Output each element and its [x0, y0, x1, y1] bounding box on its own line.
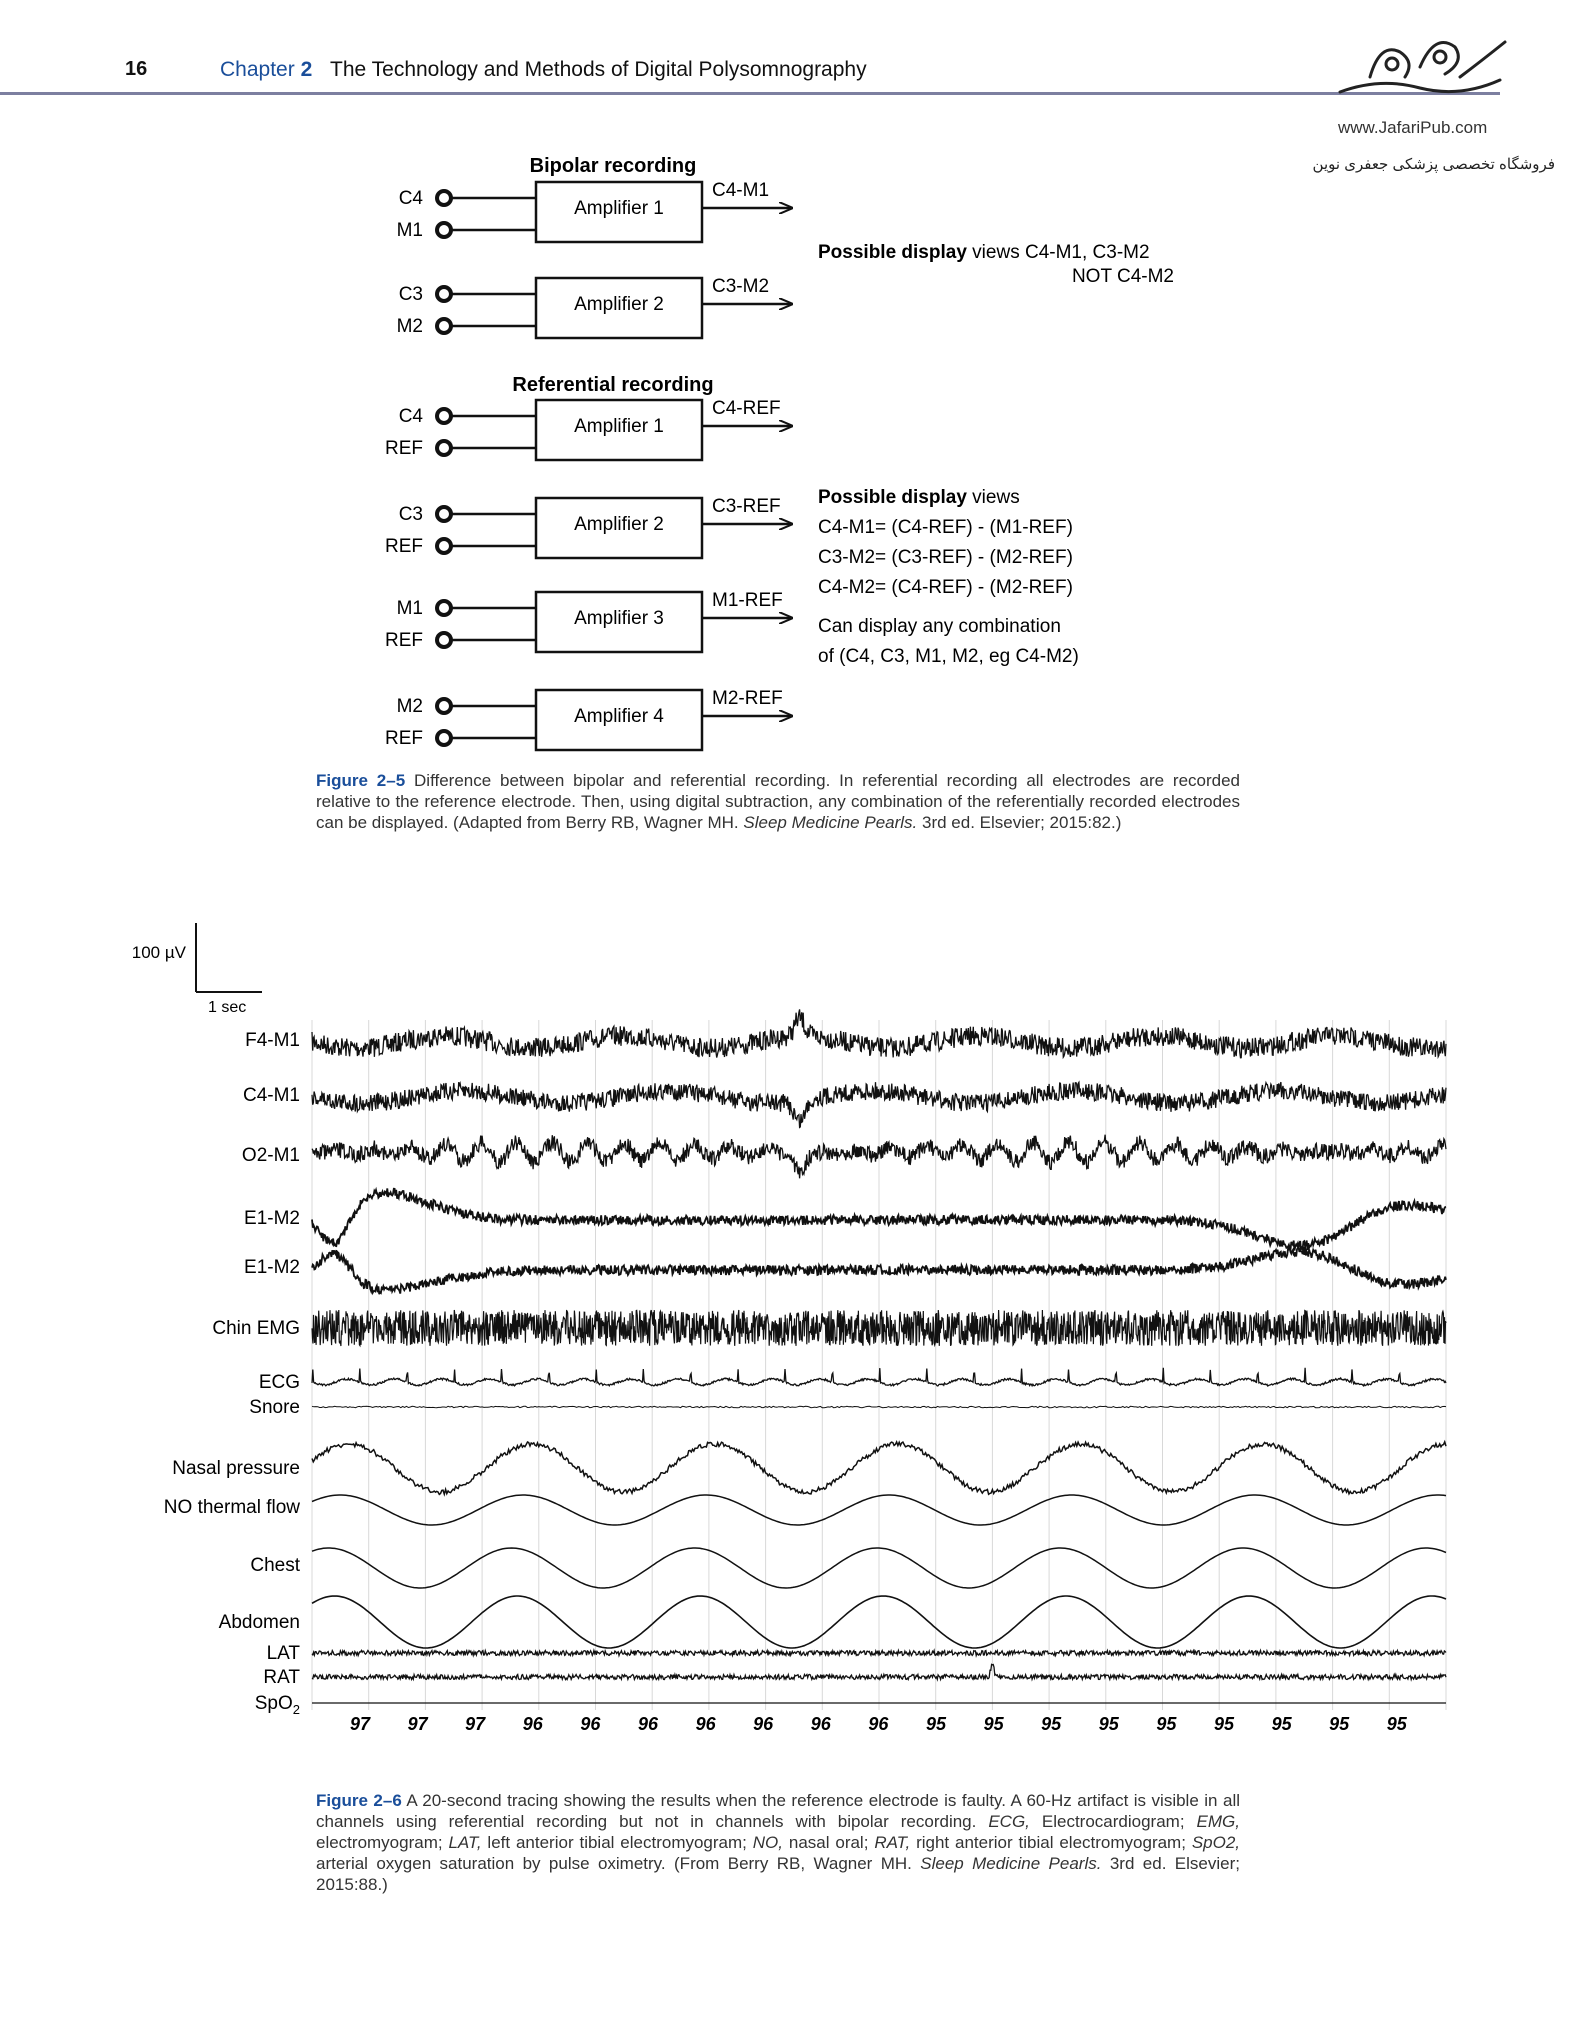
amplifier-label: Amplifier 2	[574, 514, 664, 535]
spo2-value: 96	[868, 1714, 889, 1734]
referential-note-line5: of (C4, C3, M1, M2, eg C4-M2)	[818, 646, 1079, 667]
channel-label: Chest	[250, 1555, 300, 1576]
figure-2-5-caption-text: Difference between bipolar and referential recording. In referential recording all electrodes are recorded relative to the reference electrode. Then, using digital subtraction, any combination of the referentially recorded electrodes can be displayed. (Adapted from Berry RB, Wagner MH.	[316, 771, 1240, 832]
output-label: C3-M2	[712, 276, 770, 297]
input-label: REF	[385, 536, 423, 557]
figure-2-5-caption	[316, 770, 1240, 833]
figure-2-5-caption-end: 3rd ed. Elsevier; 2015:82.)	[917, 813, 1122, 832]
spo2-value: 95	[983, 1714, 1004, 1734]
channel-label: E1-M2	[244, 1208, 300, 1229]
referential-row-4	[385, 688, 792, 750]
referential-note-eq3: C4-M2= (C4-REF) - (M2-REF)	[818, 577, 1073, 598]
figure-2-6-tracing	[0, 920, 1579, 1750]
spo2-value: 96	[810, 1714, 831, 1734]
figure-2-6-caption	[316, 1790, 1240, 1895]
input-label: C3	[398, 504, 423, 525]
electrode-icon	[437, 191, 451, 205]
referential-note-eq2: C3-M2= (C3-REF) - (M2-REF)	[818, 547, 1073, 568]
spo2-value: 96	[695, 1714, 716, 1734]
referential-row-1	[385, 398, 792, 460]
figure-2-5-diagram	[0, 0, 1579, 780]
input-label: M1	[396, 220, 423, 241]
input-label: REF	[385, 438, 423, 459]
spo2-value: 95	[1386, 1714, 1407, 1734]
referential-title: Referential recording	[512, 374, 714, 396]
spo2-value: 95	[1041, 1714, 1062, 1734]
bipolar-row-2	[397, 276, 792, 338]
spo2-value: 95	[1098, 1714, 1119, 1734]
channel-label: F4-M1	[245, 1030, 300, 1051]
channel-label: NO thermal flow	[163, 1497, 300, 1518]
chapter-title: The Technology and Methods of Digital Polysomnography	[330, 58, 867, 81]
input-label: M2	[396, 316, 423, 337]
caption-fragment: 3rd ed. Elsevier; 2015:88.)	[316, 1854, 1240, 1894]
caption-fragment: EMG,	[1196, 1812, 1240, 1831]
channel-label: O2-M1	[241, 1145, 300, 1166]
electrode-icon	[437, 409, 451, 423]
caption-fragment: Electrocardiogram;	[1029, 1812, 1197, 1831]
output-label: C4-REF	[712, 398, 781, 419]
caption-fragment: LAT,	[448, 1833, 482, 1852]
output-label: C4-M1	[712, 180, 770, 201]
caption-fragment: arterial oxygen saturation by pulse oximetry. (From Berry RB, Wagner MH.	[316, 1854, 921, 1873]
electrode-icon	[437, 699, 451, 713]
referential-row-3	[385, 590, 792, 652]
spo2-value: 96	[522, 1714, 543, 1734]
caption-fragment: right anterior tibial electromyogram;	[910, 1833, 1192, 1852]
channel-label: E1-M2	[244, 1257, 300, 1278]
input-label: C4	[398, 188, 423, 209]
amplifier-label: Amplifier 1	[574, 416, 664, 437]
referential-note-line4: Can display any combination	[818, 616, 1061, 637]
amplifier-label: Amplifier 2	[574, 294, 664, 315]
spo2-value: 97	[465, 1714, 486, 1734]
referential-note-eq1: C4-M1= (C4-REF) - (M1-REF)	[818, 517, 1073, 538]
channel-label: Nasal pressure	[172, 1458, 300, 1479]
figure-2-6-caption-text	[316, 1791, 1240, 1894]
scale-voltage: 100 µV	[131, 943, 186, 962]
output-label: C3-REF	[712, 496, 781, 517]
amplifier-label: Amplifier 4	[574, 706, 664, 727]
spo2-value: 95	[1271, 1714, 1292, 1734]
output-label: M2-REF	[712, 688, 783, 709]
spo2-value: 95	[925, 1714, 947, 1734]
bipolar-note-line2: NOT C4-M2	[1071, 266, 1174, 287]
electrode-icon	[437, 441, 451, 455]
electrode-icon	[437, 287, 451, 301]
amplifier-label: Amplifier 3	[574, 608, 664, 629]
electrode-icon	[437, 633, 451, 647]
bipolar-title: Bipolar recording	[529, 155, 697, 177]
spo2-value: 97	[349, 1714, 371, 1734]
input-label: REF	[385, 630, 423, 651]
spo2-value: 95	[1213, 1714, 1235, 1734]
caption-fragment: RAT,	[874, 1833, 911, 1852]
channel-label: ECG	[258, 1372, 300, 1393]
channel-label: Abdomen	[218, 1612, 300, 1633]
caption-fragment: NO,	[752, 1833, 783, 1852]
input-label: C4	[398, 406, 423, 427]
caption-fragment: left anterior tibial electromyogram;	[481, 1833, 753, 1852]
publisher-persian-text: فروشگاه تخصصی پزشکی جعفری نوین	[1312, 156, 1555, 173]
input-label: M1	[396, 598, 423, 619]
caption-fragment: Sleep Medicine Pearls.	[920, 1854, 1102, 1873]
referential-row-2	[385, 496, 792, 558]
channel-label: C4-M1	[242, 1085, 300, 1106]
electrode-icon	[437, 319, 451, 333]
figure-2-5-label: Figure 2–5	[316, 771, 406, 790]
amplifier-label: Amplifier 1	[574, 198, 664, 219]
spo2-value: 96	[580, 1714, 601, 1734]
caption-fragment: ECG,	[988, 1812, 1030, 1831]
spo2-value: 96	[637, 1714, 659, 1734]
chapter-word: Chapter	[220, 58, 295, 81]
figure-2-5-caption-italic: Sleep Medicine Pearls.	[743, 813, 918, 832]
channel-label: Chin EMG	[212, 1318, 300, 1339]
output-label: M1-REF	[712, 590, 783, 611]
electrode-icon	[437, 731, 451, 745]
figure-2-6-label: Figure 2–6	[316, 1791, 402, 1810]
channel-label: Snore	[249, 1397, 300, 1418]
bipolar-row-1	[397, 180, 792, 242]
input-label: M2	[396, 696, 423, 717]
electrode-icon	[437, 507, 451, 521]
channel-label: LAT	[266, 1643, 300, 1664]
electrode-icon	[437, 539, 451, 553]
caption-fragment: SpO2,	[1191, 1833, 1241, 1852]
spo2-value: 97	[407, 1714, 428, 1734]
caption-fragment: A 20-second tracing showing the results when the reference electrode is faulty. A 60-Hz artifact is visible in all channels using referential recording but not in channels with bipolar recording.	[316, 1791, 1240, 1831]
spo2-value: 95	[1329, 1714, 1350, 1734]
spo2-value: 96	[753, 1714, 774, 1734]
input-label: REF	[385, 728, 423, 749]
referential-note-line1: Possible display views	[818, 487, 1020, 508]
chapter-number: 2	[300, 58, 313, 81]
electrode-icon	[437, 223, 451, 237]
caption-fragment: electromyogram;	[316, 1833, 449, 1852]
channel-label-spo2: SpO$_2$	[254, 1693, 300, 1717]
publisher-url: www.JafariPub.com	[1338, 118, 1488, 137]
input-label: C3	[398, 284, 423, 305]
scale-time: 1 sec	[208, 999, 247, 1016]
page-number: 16	[125, 58, 148, 80]
caption-fragment: nasal oral;	[783, 1833, 875, 1852]
spo2-value: 95	[1156, 1714, 1177, 1734]
bipolar-note-line1: Possible display views C4-M1, C3-M2	[818, 242, 1150, 263]
channel-label: RAT	[263, 1667, 300, 1688]
scale-bar	[196, 923, 262, 992]
electrode-icon	[437, 601, 451, 615]
